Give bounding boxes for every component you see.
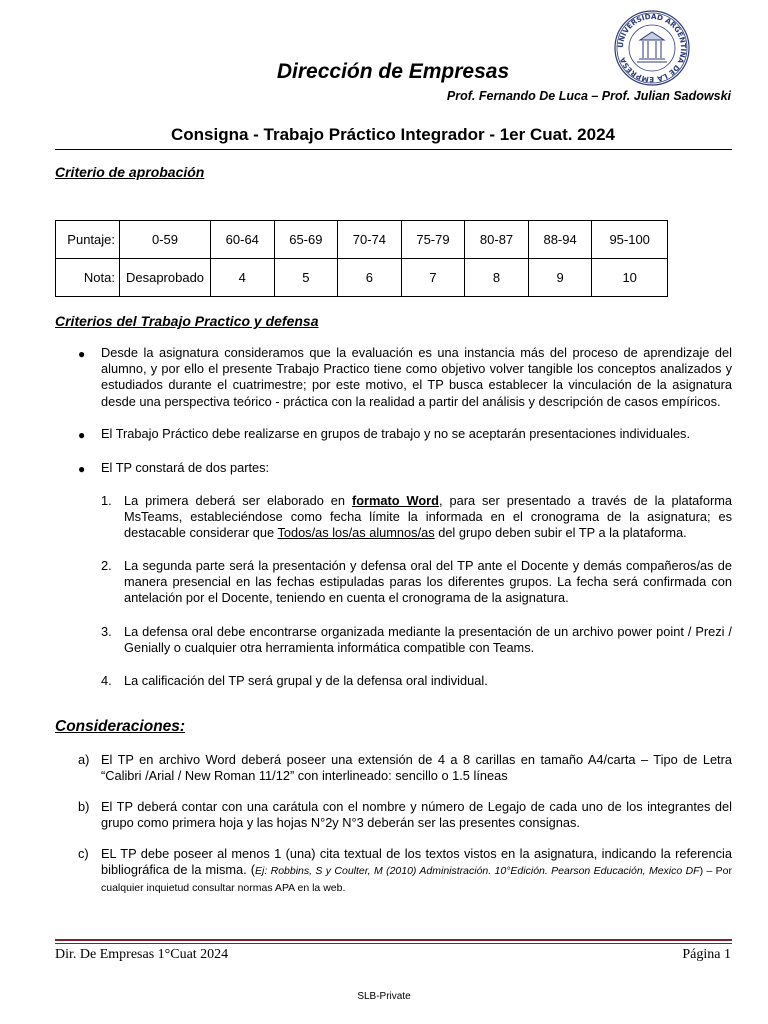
footer-divider — [55, 943, 732, 944]
list-letter: a) — [78, 752, 90, 767]
grade-cell: 7 — [401, 259, 465, 297]
grade-row-label: Nota: — [56, 259, 120, 297]
score-cell: 0-59 — [120, 221, 211, 259]
approval-criteria-heading: Criterio de aprobación — [55, 164, 205, 180]
item-text: EL TP debe poseer al menos 1 (una) cita textual de los textos vistos en la asignatura, indicando la referencia bibliográfica de la misma. ( — [101, 846, 732, 878]
score-row-label: Puntaje: — [56, 221, 120, 259]
score-cell: 70-74 — [338, 221, 402, 259]
numbered-item: La defensa oral debe encontrarse organizada mediante la presentación de un archivo power point / Prezi / Genially o cualquier otra herramienta informática compatible con Teams. — [124, 624, 732, 656]
numbered-item: La calificación del TP será grupal y de la defensa oral individual. — [124, 673, 488, 688]
grade-cell: 4 — [211, 259, 275, 297]
tp-criteria-heading: Criterios del Trabajo Practico y defensa — [55, 313, 319, 329]
bullet-marker: ● — [78, 462, 86, 476]
grading-table — [55, 220, 668, 297]
score-cell: 95-100 — [592, 221, 668, 259]
considerations-heading: Consideraciones: — [55, 718, 186, 735]
score-row — [56, 221, 668, 259]
grade-cell: 6 — [338, 259, 402, 297]
seal-text: UNIVERSIDAD ARGENTINA DE LA EMPRESA — [615, 11, 689, 85]
numbered-item — [124, 493, 732, 542]
numbered-item: La segunda parte será la presentación y defensa oral del TP ante el Docente y demás compañeros/as de manera presencial en las fechas estipuladas paras los diferentes grupos. La fecha será confirmada con antelación por el Docente, teniendo en cuenta el cronograma de la asignatura. — [124, 558, 732, 606]
classification-label: SLB-Private — [357, 991, 411, 1002]
grade-cell: 9 — [528, 259, 592, 297]
page-number: Página 1 — [682, 947, 731, 962]
grade-row — [56, 259, 668, 297]
grade-cell: 8 — [465, 259, 529, 297]
item-text: del grupo deben subir el TP a la plataforma. — [434, 525, 687, 541]
document-title: Dirección de Empresas — [276, 60, 510, 83]
item-text: , para ser presentado a través de la plataforma MsTeams, estableciéndose como fecha límite la informada en el cronograma de la asignatura; es destacable considerar que — [124, 493, 732, 541]
grade-cell: 10 — [592, 259, 668, 297]
bullet-item: El Trabajo Práctico debe realizarse en grupos de trabajo y no se aceptarán presentaciones individuales. — [101, 426, 691, 441]
bullet-item: Desde la asignatura consideramos que la evaluación es una instancia más del proceso de aprendizaje del alumno, y por ello el presente Trabajo Practico tiene como objetivo volver tangible los conceptos analizados y estudiados durante el cuatrimestre; por este motivo, el TP busca establecer la vinculación de la asignatura desde una perspectiva teórico - práctica con la realidad a partir del análisis y descripción de casos empíricos. — [101, 345, 732, 409]
score-cell: 88-94 — [528, 221, 592, 259]
score-cell: 65-69 — [274, 221, 338, 259]
list-number: 3. — [101, 624, 112, 639]
assignment-subtitle: Consigna - Trabajo Práctico Integrador - 1er Cuat. 2024 — [170, 125, 615, 144]
bullet-marker: ● — [78, 428, 86, 442]
item-underline: Todos/as los/as alumnos/as — [277, 525, 435, 541]
bullet-item: El TP constará de dos partes: — [101, 460, 270, 475]
list-letter: c) — [78, 846, 89, 861]
header-divider — [55, 149, 732, 150]
list-number: 1. — [101, 493, 112, 508]
bibliographic-example: Ej: Robbins, S y Coulter, M (2010) Administración. 10°Edición. Pearson Educación, Mexico DF — [255, 865, 700, 878]
list-number: 2. — [101, 558, 112, 573]
consideration-item: El TP deberá contar con una carátula con el nombre y número de Legajo de cada uno de los integrantes del grupo como primera hoja y las hojas N°2y N°3 deberán ser las presentes consignas. — [101, 799, 732, 831]
score-cell: 60-64 — [211, 221, 275, 259]
score-cell: 80-87 — [465, 221, 529, 259]
footer-course: Dir. De Empresas 1°Cuat 2024 — [55, 947, 229, 962]
grade-cell: Desaprobado — [120, 259, 211, 297]
item-emphasis: formato Word — [351, 493, 439, 508]
footer-divider — [55, 939, 732, 941]
bullet-marker: ● — [78, 347, 86, 361]
consideration-item: El TP en archivo Word deberá poseer una extensión de 4 a 8 carillas en tamaño A4/carta – Tipo de Letra “Calibri /Arial / New Roman 11/12” con interlineado: sencillo o 1.5 líneas — [101, 752, 732, 784]
list-number: 4. — [101, 673, 112, 688]
consideration-item — [101, 846, 732, 897]
professors-line: Prof. Fernando De Luca – Prof. Julian Sadowski — [446, 89, 731, 103]
item-text: La primera deberá ser elaborado en — [124, 493, 352, 508]
grade-cell: 5 — [274, 259, 338, 297]
item-text: ) – Por cualquier inquietud consultar normas APA en la web. — [101, 865, 732, 895]
list-letter: b) — [78, 799, 90, 814]
score-cell: 75-79 — [401, 221, 465, 259]
